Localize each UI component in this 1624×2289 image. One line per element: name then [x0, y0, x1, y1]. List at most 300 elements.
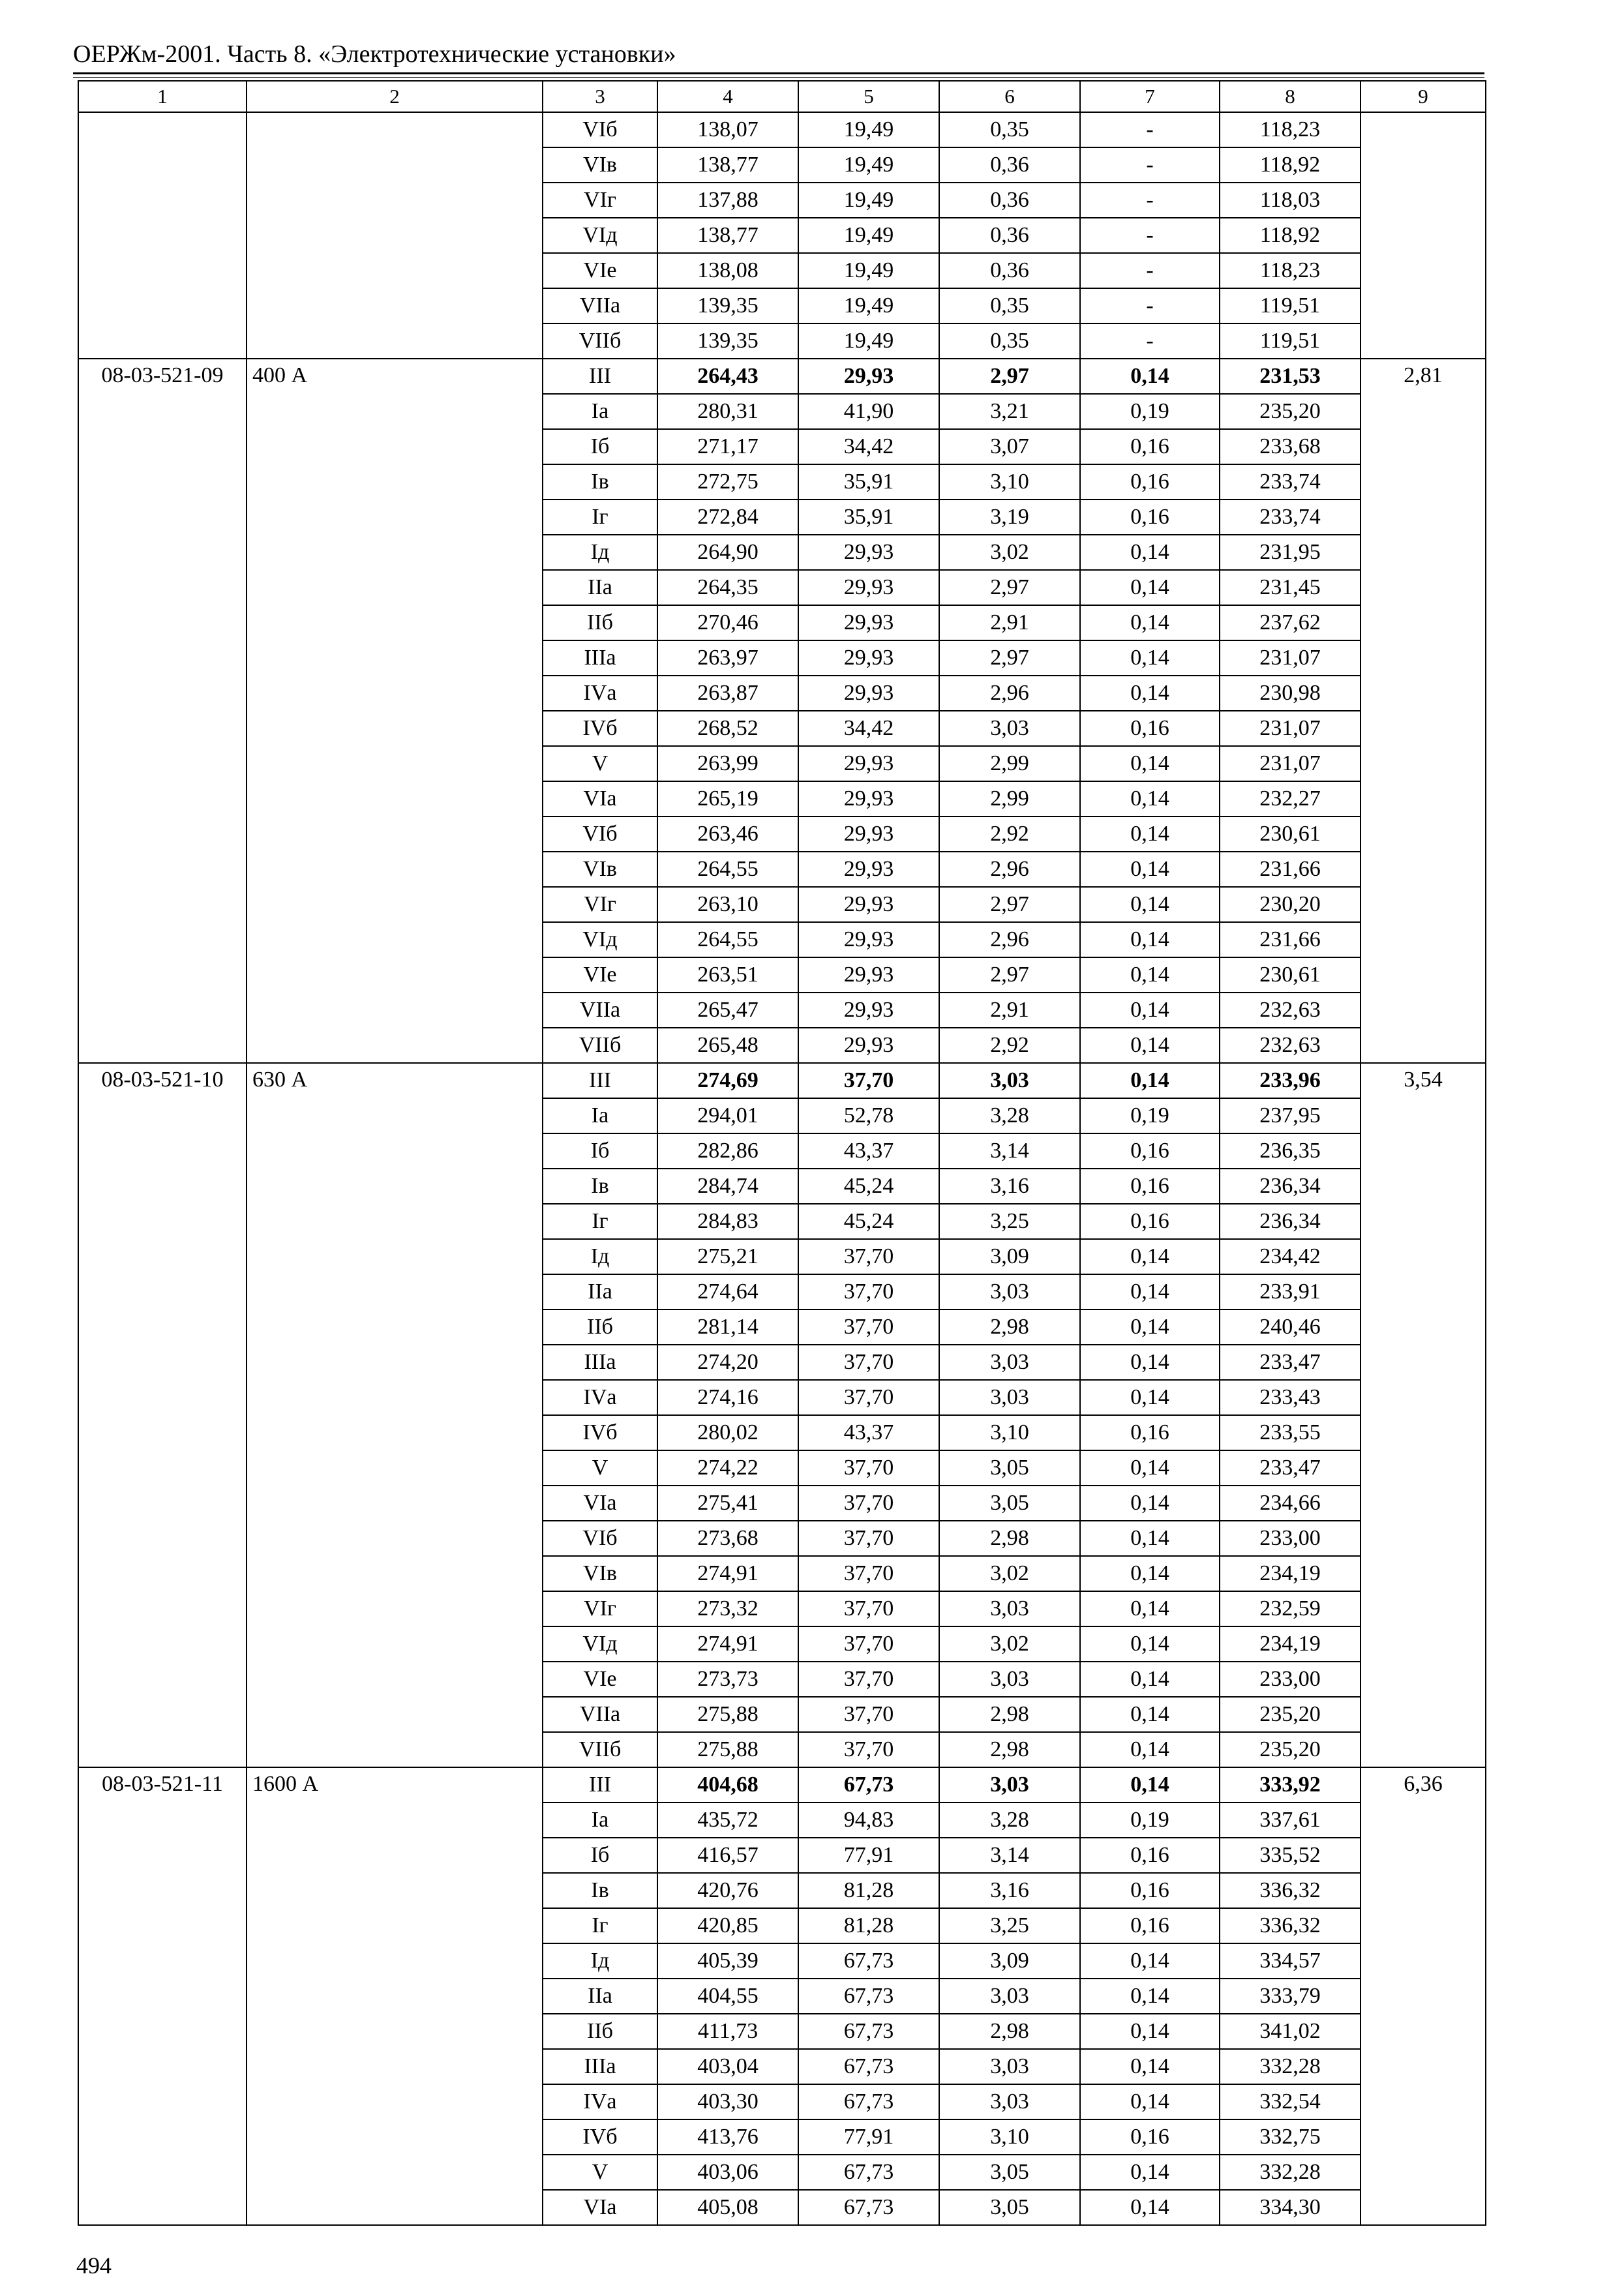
- zone-cell: VIе: [543, 1662, 657, 1697]
- zone-cell: V: [543, 746, 657, 781]
- zone-cell: III: [543, 359, 657, 394]
- value-cell: 3,03: [939, 2084, 1080, 2119]
- value-cell: 0,14: [1080, 676, 1220, 711]
- value-cell: 3,05: [939, 1486, 1080, 1521]
- value-cell: 37,70: [798, 1521, 939, 1556]
- value-cell: 0,14: [1080, 816, 1220, 852]
- table-row: [78, 112, 1486, 147]
- zone-cell: IVа: [543, 1380, 657, 1415]
- value-cell: 233,47: [1220, 1345, 1361, 1380]
- value-cell: 2,98: [939, 1697, 1080, 1732]
- value-cell: 3,03: [939, 1979, 1080, 2014]
- zone-cell: Iб: [543, 1838, 657, 1873]
- value-cell: 0,14: [1080, 1732, 1220, 1767]
- value-cell: 234,19: [1220, 1556, 1361, 1591]
- value-cell: 275,88: [657, 1697, 798, 1732]
- value-cell: 2,97: [939, 359, 1080, 394]
- value-cell: 0,14: [1080, 1028, 1220, 1063]
- column-header: 7: [1080, 81, 1220, 112]
- zone-cell: Iа: [543, 1803, 657, 1838]
- value-cell: 334,57: [1220, 1943, 1361, 1979]
- zone-cell: IIб: [543, 2014, 657, 2049]
- value-cell: 233,96: [1220, 1063, 1361, 1098]
- value-cell: 235,20: [1220, 1697, 1361, 1732]
- value-cell: 275,21: [657, 1239, 798, 1274]
- zone-cell: VIв: [543, 147, 657, 183]
- value-cell: 0,14: [1080, 640, 1220, 676]
- column-9-cell: [1361, 112, 1486, 359]
- value-cell: 37,70: [798, 1556, 939, 1591]
- value-cell: 67,73: [798, 2014, 939, 2049]
- column-header: 8: [1220, 81, 1361, 112]
- value-cell: 280,31: [657, 394, 798, 429]
- zone-cell: VIб: [543, 816, 657, 852]
- value-cell: 3,03: [939, 1063, 1080, 1098]
- value-cell: 77,91: [798, 1838, 939, 1873]
- column-9-cell: 2,81: [1361, 359, 1486, 1063]
- zone-cell: VIа: [543, 781, 657, 816]
- value-cell: 43,37: [798, 1415, 939, 1450]
- zone-cell: VIIа: [543, 288, 657, 323]
- zone-cell: VIIа: [543, 993, 657, 1028]
- value-cell: 0,16: [1080, 711, 1220, 746]
- value-cell: 118,23: [1220, 112, 1361, 147]
- value-cell: 0,19: [1080, 394, 1220, 429]
- value-cell: 19,49: [798, 288, 939, 323]
- rate-code-cell: 08-03-521-11: [78, 1767, 247, 2225]
- value-cell: 67,73: [798, 1979, 939, 2014]
- value-cell: 0,14: [1080, 1556, 1220, 1591]
- value-cell: 0,14: [1080, 1309, 1220, 1345]
- value-cell: 0,14: [1080, 1274, 1220, 1309]
- value-cell: 67,73: [798, 2155, 939, 2190]
- value-cell: 3,02: [939, 1626, 1080, 1662]
- value-cell: 264,35: [657, 570, 798, 605]
- zone-cell: Iа: [543, 1098, 657, 1133]
- value-cell: 3,14: [939, 1133, 1080, 1169]
- value-cell: 52,78: [798, 1098, 939, 1133]
- value-cell: 233,55: [1220, 1415, 1361, 1450]
- rates-table: [78, 80, 1486, 2226]
- value-cell: 0,14: [1080, 535, 1220, 570]
- value-cell: 67,73: [798, 1943, 939, 1979]
- value-cell: 0,14: [1080, 852, 1220, 887]
- value-cell: 231,53: [1220, 359, 1361, 394]
- value-cell: 81,28: [798, 1873, 939, 1908]
- value-cell: 274,91: [657, 1626, 798, 1662]
- value-cell: -: [1080, 323, 1220, 359]
- value-cell: 230,20: [1220, 887, 1361, 922]
- value-cell: 3,28: [939, 1803, 1080, 1838]
- value-cell: 0,35: [939, 112, 1080, 147]
- value-cell: 265,47: [657, 993, 798, 1028]
- value-cell: 0,14: [1080, 605, 1220, 640]
- value-cell: 0,14: [1080, 2084, 1220, 2119]
- value-cell: 232,27: [1220, 781, 1361, 816]
- zone-cell: VIд: [543, 218, 657, 253]
- value-cell: 0,14: [1080, 1979, 1220, 2014]
- value-cell: 0,16: [1080, 500, 1220, 535]
- value-cell: 263,97: [657, 640, 798, 676]
- value-cell: 231,07: [1220, 746, 1361, 781]
- value-cell: 37,70: [798, 1380, 939, 1415]
- value-cell: 237,95: [1220, 1098, 1361, 1133]
- value-cell: 0,14: [1080, 1486, 1220, 1521]
- zone-cell: VIе: [543, 957, 657, 993]
- value-cell: 0,14: [1080, 2014, 1220, 2049]
- value-cell: 0,14: [1080, 1521, 1220, 1556]
- value-cell: 231,07: [1220, 640, 1361, 676]
- value-cell: 29,93: [798, 993, 939, 1028]
- value-cell: 3,16: [939, 1169, 1080, 1204]
- value-cell: 284,74: [657, 1169, 798, 1204]
- value-cell: 268,52: [657, 711, 798, 746]
- value-cell: 29,93: [798, 570, 939, 605]
- value-cell: 0,16: [1080, 1415, 1220, 1450]
- value-cell: 29,93: [798, 957, 939, 993]
- column-header: 1: [78, 81, 247, 112]
- value-cell: 67,73: [798, 2084, 939, 2119]
- value-cell: 3,25: [939, 1908, 1080, 1943]
- value-cell: 0,14: [1080, 1450, 1220, 1486]
- value-cell: 118,03: [1220, 183, 1361, 218]
- value-cell: 3,10: [939, 464, 1080, 500]
- value-cell: 3,02: [939, 1556, 1080, 1591]
- zone-cell: VIIа: [543, 1697, 657, 1732]
- rate-code-cell: 08-03-521-09: [78, 359, 247, 1063]
- value-cell: 118,92: [1220, 147, 1361, 183]
- value-cell: 404,55: [657, 1979, 798, 2014]
- value-cell: 138,77: [657, 218, 798, 253]
- zone-cell: Iб: [543, 429, 657, 464]
- zone-cell: IIб: [543, 1309, 657, 1345]
- value-cell: 263,99: [657, 746, 798, 781]
- zone-cell: III: [543, 1767, 657, 1803]
- value-cell: 119,51: [1220, 288, 1361, 323]
- value-cell: 405,39: [657, 1943, 798, 1979]
- value-cell: 0,35: [939, 323, 1080, 359]
- value-cell: 138,07: [657, 112, 798, 147]
- value-cell: 403,04: [657, 2049, 798, 2084]
- zone-cell: IIа: [543, 1274, 657, 1309]
- value-cell: 264,55: [657, 852, 798, 887]
- value-cell: 119,51: [1220, 323, 1361, 359]
- column-header: 3: [543, 81, 657, 112]
- value-cell: 77,91: [798, 2119, 939, 2155]
- value-cell: 0,16: [1080, 1204, 1220, 1239]
- value-cell: 240,46: [1220, 1309, 1361, 1345]
- value-cell: 2,97: [939, 957, 1080, 993]
- zone-cell: VIг: [543, 887, 657, 922]
- value-cell: 0,14: [1080, 1239, 1220, 1274]
- value-cell: 333,92: [1220, 1767, 1361, 1803]
- zone-cell: VIв: [543, 1556, 657, 1591]
- zone-cell: Iв: [543, 1873, 657, 1908]
- value-cell: 2,96: [939, 676, 1080, 711]
- value-cell: 3,05: [939, 2190, 1080, 2225]
- rate-name-cell: 630 А: [247, 1063, 543, 1767]
- value-cell: 19,49: [798, 253, 939, 288]
- rate-name-cell: [247, 112, 543, 359]
- value-cell: 45,24: [798, 1169, 939, 1204]
- value-cell: 270,46: [657, 605, 798, 640]
- value-cell: 0,14: [1080, 1591, 1220, 1626]
- value-cell: 29,93: [798, 535, 939, 570]
- value-cell: 37,70: [798, 1450, 939, 1486]
- value-cell: 236,34: [1220, 1204, 1361, 1239]
- rate-name-cell: 1600 А: [247, 1767, 543, 2225]
- value-cell: 19,49: [798, 147, 939, 183]
- zone-cell: VIг: [543, 183, 657, 218]
- value-cell: 3,25: [939, 1204, 1080, 1239]
- value-cell: 2,97: [939, 570, 1080, 605]
- zone-cell: III: [543, 1063, 657, 1098]
- table-row: [78, 1767, 1486, 1803]
- zone-cell: IIб: [543, 605, 657, 640]
- value-cell: 335,52: [1220, 1838, 1361, 1873]
- value-cell: 2,92: [939, 816, 1080, 852]
- value-cell: 274,91: [657, 1556, 798, 1591]
- value-cell: 29,93: [798, 746, 939, 781]
- rate-code-cell: [78, 112, 247, 359]
- value-cell: 0,14: [1080, 2190, 1220, 2225]
- value-cell: 37,70: [798, 1274, 939, 1309]
- value-cell: 2,91: [939, 605, 1080, 640]
- value-cell: 274,16: [657, 1380, 798, 1415]
- value-cell: 0,14: [1080, 2049, 1220, 2084]
- zone-cell: Iа: [543, 394, 657, 429]
- value-cell: 0,16: [1080, 464, 1220, 500]
- value-cell: 0,35: [939, 288, 1080, 323]
- value-cell: 341,02: [1220, 2014, 1361, 2049]
- value-cell: 294,01: [657, 1098, 798, 1133]
- value-cell: 233,68: [1220, 429, 1361, 464]
- value-cell: 3,03: [939, 711, 1080, 746]
- value-cell: 2,99: [939, 781, 1080, 816]
- value-cell: 138,08: [657, 253, 798, 288]
- value-cell: 230,61: [1220, 957, 1361, 993]
- value-cell: 263,46: [657, 816, 798, 852]
- column-9-cell: 3,54: [1361, 1063, 1486, 1767]
- value-cell: 265,19: [657, 781, 798, 816]
- value-cell: 3,09: [939, 1943, 1080, 1979]
- value-cell: 3,03: [939, 1274, 1080, 1309]
- value-cell: 0,16: [1080, 1133, 1220, 1169]
- page-number: 494: [76, 2252, 112, 2279]
- value-cell: 0,14: [1080, 887, 1220, 922]
- zone-cell: Iг: [543, 500, 657, 535]
- value-cell: 29,93: [798, 781, 939, 816]
- value-cell: 233,00: [1220, 1662, 1361, 1697]
- zone-cell: VIб: [543, 112, 657, 147]
- value-cell: 274,22: [657, 1450, 798, 1486]
- value-cell: 230,61: [1220, 816, 1361, 852]
- value-cell: 2,97: [939, 640, 1080, 676]
- value-cell: 3,19: [939, 500, 1080, 535]
- value-cell: 404,68: [657, 1767, 798, 1803]
- value-cell: 233,74: [1220, 500, 1361, 535]
- value-cell: 420,76: [657, 1873, 798, 1908]
- value-cell: 231,95: [1220, 535, 1361, 570]
- value-cell: 2,99: [939, 746, 1080, 781]
- value-cell: 0,14: [1080, 957, 1220, 993]
- zone-cell: IVб: [543, 1415, 657, 1450]
- value-cell: 0,14: [1080, 781, 1220, 816]
- table-row: [78, 1063, 1486, 1098]
- value-cell: 2,98: [939, 1732, 1080, 1767]
- zone-cell: IVб: [543, 2119, 657, 2155]
- value-cell: 94,83: [798, 1803, 939, 1838]
- value-cell: 3,05: [939, 2155, 1080, 2190]
- value-cell: 264,43: [657, 359, 798, 394]
- value-cell: 3,05: [939, 1450, 1080, 1486]
- zone-cell: V: [543, 2155, 657, 2190]
- value-cell: -: [1080, 253, 1220, 288]
- value-cell: 45,24: [798, 1204, 939, 1239]
- value-cell: 2,97: [939, 887, 1080, 922]
- value-cell: 273,73: [657, 1662, 798, 1697]
- value-cell: 234,19: [1220, 1626, 1361, 1662]
- value-cell: 263,51: [657, 957, 798, 993]
- zone-cell: Iд: [543, 1943, 657, 1979]
- value-cell: 0,36: [939, 253, 1080, 288]
- value-cell: 35,91: [798, 500, 939, 535]
- value-cell: 0,14: [1080, 1767, 1220, 1803]
- value-cell: 416,57: [657, 1838, 798, 1873]
- header-rule-thick: [73, 72, 1484, 74]
- value-cell: 337,61: [1220, 1803, 1361, 1838]
- value-cell: 413,76: [657, 2119, 798, 2155]
- value-cell: 230,98: [1220, 676, 1361, 711]
- value-cell: 420,85: [657, 1908, 798, 1943]
- rate-code-cell: 08-03-521-10: [78, 1063, 247, 1767]
- zone-cell: VIд: [543, 1626, 657, 1662]
- value-cell: 403,30: [657, 2084, 798, 2119]
- value-cell: 3,14: [939, 1838, 1080, 1873]
- value-cell: 67,73: [798, 1767, 939, 1803]
- value-cell: 37,70: [798, 1732, 939, 1767]
- value-cell: 3,03: [939, 1591, 1080, 1626]
- value-cell: 0,36: [939, 183, 1080, 218]
- value-cell: 232,59: [1220, 1591, 1361, 1626]
- zone-cell: IVа: [543, 2084, 657, 2119]
- value-cell: 0,14: [1080, 1345, 1220, 1380]
- value-cell: 236,34: [1220, 1169, 1361, 1204]
- value-cell: 0,19: [1080, 1098, 1220, 1133]
- value-cell: 232,63: [1220, 993, 1361, 1028]
- table-row: [78, 359, 1486, 394]
- value-cell: 37,70: [798, 1626, 939, 1662]
- value-cell: 274,64: [657, 1274, 798, 1309]
- value-cell: 2,92: [939, 1028, 1080, 1063]
- value-cell: -: [1080, 147, 1220, 183]
- value-cell: 232,63: [1220, 1028, 1361, 1063]
- value-cell: 0,14: [1080, 1943, 1220, 1979]
- value-cell: 43,37: [798, 1133, 939, 1169]
- zone-cell: VIа: [543, 1486, 657, 1521]
- column-header: 5: [798, 81, 939, 112]
- zone-cell: VIб: [543, 1521, 657, 1556]
- value-cell: 29,93: [798, 605, 939, 640]
- value-cell: 29,93: [798, 887, 939, 922]
- value-cell: 2,98: [939, 1309, 1080, 1345]
- value-cell: 29,93: [798, 816, 939, 852]
- value-cell: 19,49: [798, 218, 939, 253]
- value-cell: 29,93: [798, 852, 939, 887]
- value-cell: 263,10: [657, 887, 798, 922]
- value-cell: 233,74: [1220, 464, 1361, 500]
- zone-cell: IIIа: [543, 640, 657, 676]
- value-cell: 3,03: [939, 1662, 1080, 1697]
- value-cell: 233,00: [1220, 1521, 1361, 1556]
- value-cell: 271,17: [657, 429, 798, 464]
- value-cell: 3,16: [939, 1873, 1080, 1908]
- value-cell: 137,88: [657, 183, 798, 218]
- value-cell: 41,90: [798, 394, 939, 429]
- value-cell: 411,73: [657, 2014, 798, 2049]
- value-cell: 0,16: [1080, 2119, 1220, 2155]
- value-cell: 0,16: [1080, 1838, 1220, 1873]
- value-cell: 235,20: [1220, 394, 1361, 429]
- zone-cell: IIа: [543, 1979, 657, 2014]
- value-cell: 272,75: [657, 464, 798, 500]
- zone-cell: VIв: [543, 852, 657, 887]
- value-cell: 231,45: [1220, 570, 1361, 605]
- value-cell: 280,02: [657, 1415, 798, 1450]
- value-cell: 332,75: [1220, 2119, 1361, 2155]
- value-cell: 2,96: [939, 852, 1080, 887]
- value-cell: 2,91: [939, 993, 1080, 1028]
- value-cell: 0,14: [1080, 1697, 1220, 1732]
- value-cell: 236,35: [1220, 1133, 1361, 1169]
- value-cell: 3,21: [939, 394, 1080, 429]
- zone-cell: IIIа: [543, 1345, 657, 1380]
- value-cell: 0,16: [1080, 1169, 1220, 1204]
- zone-cell: VIг: [543, 1591, 657, 1626]
- page-header-title: ОЕРЖм-2001. Часть 8. «Электротехнические установки»: [73, 40, 676, 68]
- value-cell: 29,93: [798, 640, 939, 676]
- column-header: 9: [1361, 81, 1486, 112]
- zone-cell: IIа: [543, 570, 657, 605]
- value-cell: 281,14: [657, 1309, 798, 1345]
- value-cell: 2,98: [939, 1521, 1080, 1556]
- value-cell: 333,79: [1220, 1979, 1361, 2014]
- value-cell: 3,10: [939, 1415, 1080, 1450]
- value-cell: 235,20: [1220, 1732, 1361, 1767]
- value-cell: 231,66: [1220, 922, 1361, 957]
- value-cell: 282,86: [657, 1133, 798, 1169]
- column-header: 2: [247, 81, 543, 112]
- zone-cell: VIе: [543, 253, 657, 288]
- value-cell: 0,14: [1080, 993, 1220, 1028]
- value-cell: 0,16: [1080, 1908, 1220, 1943]
- value-cell: 139,35: [657, 323, 798, 359]
- value-cell: -: [1080, 183, 1220, 218]
- value-cell: 37,70: [798, 1345, 939, 1380]
- value-cell: 0,36: [939, 218, 1080, 253]
- value-cell: 231,66: [1220, 852, 1361, 887]
- zone-cell: VIIб: [543, 323, 657, 359]
- value-cell: 0,14: [1080, 1626, 1220, 1662]
- value-cell: 37,70: [798, 1486, 939, 1521]
- value-cell: 118,92: [1220, 218, 1361, 253]
- value-cell: 0,14: [1080, 1063, 1220, 1098]
- zone-cell: Iв: [543, 1169, 657, 1204]
- value-cell: 2,96: [939, 922, 1080, 957]
- zone-cell: IVа: [543, 676, 657, 711]
- value-cell: 3,03: [939, 2049, 1080, 2084]
- value-cell: 3,02: [939, 535, 1080, 570]
